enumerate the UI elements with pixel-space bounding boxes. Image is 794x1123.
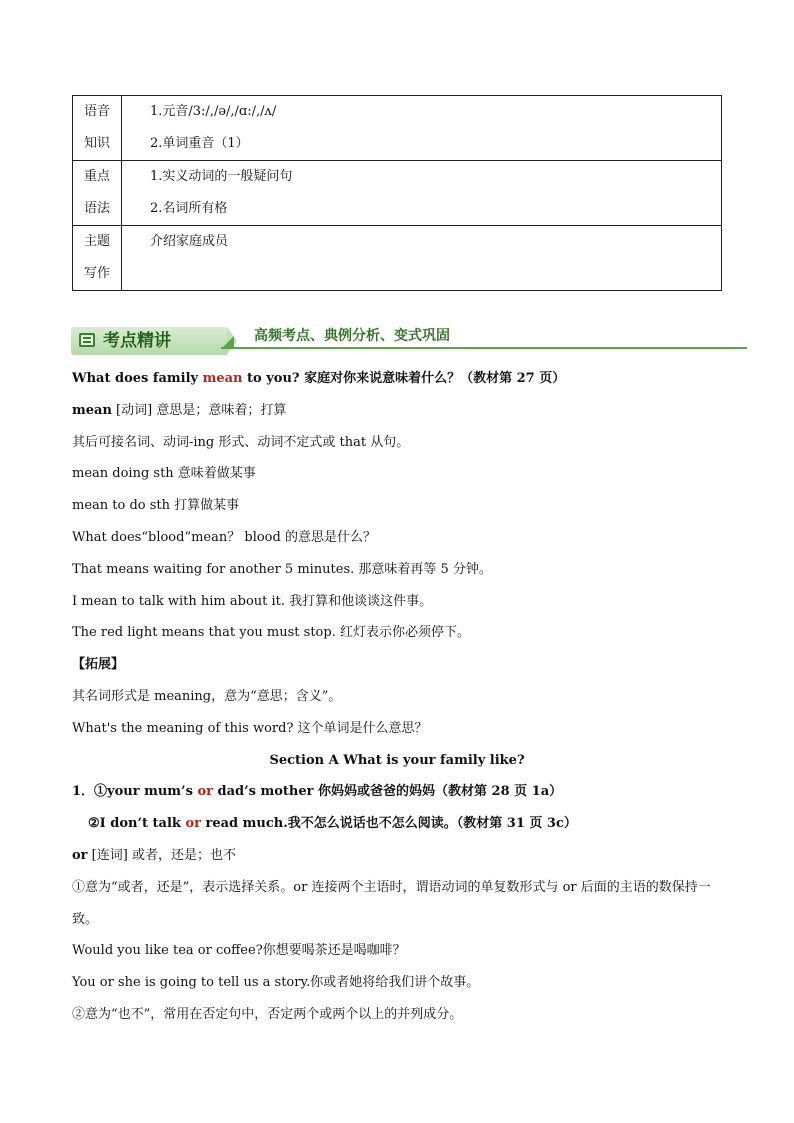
section-banner bbox=[71, 327, 747, 357]
text-line: That means waiting for another 5 minutes. 那意味着再等 5 分钟。 bbox=[72, 562, 492, 577]
row-label bbox=[73, 161, 122, 226]
row-label bbox=[73, 226, 122, 291]
example-question bbox=[72, 369, 565, 389]
definition-text: [动词] 意思是；意味着；打算 bbox=[116, 403, 287, 418]
text-line: The red light means that you must stop. 红灯表示你必须停下。 bbox=[72, 625, 470, 640]
label-line: 写作 bbox=[83, 266, 110, 281]
text-line: What's the meaning of this word? 这个单词是什么意思？ bbox=[72, 721, 428, 736]
content-line: 介绍家庭成员 bbox=[150, 234, 229, 249]
text-line: You or she is going to tell us a story.你或者她将给我们讲个故事。 bbox=[72, 975, 480, 990]
text-line: Would you like tea or coffee?你想要喝茶还是喝咖啡？ bbox=[72, 943, 406, 958]
text: to you? 家庭对你来说意味着什么？（教材第 27 页） bbox=[242, 371, 566, 386]
section-heading: Section A What is your family like? bbox=[269, 753, 525, 768]
point-1-example-a bbox=[72, 782, 562, 802]
point-number: 1． bbox=[72, 784, 95, 799]
content-line: 1.元音/3:/,/ə/,/ɑ:/,/ʌ/ bbox=[150, 104, 277, 119]
row-content bbox=[122, 161, 722, 226]
text-line: mean doing sth 意味着做某事 bbox=[72, 466, 256, 481]
text-line: 其后可接名词、动词-ing 形式、动词不定式或 that 从句。 bbox=[72, 435, 410, 450]
row-content bbox=[122, 226, 722, 291]
banner-rule bbox=[221, 347, 747, 349]
point-1-example-b bbox=[88, 814, 577, 834]
book-icon bbox=[79, 333, 95, 347]
content-line: 2.单词重音（1） bbox=[150, 136, 249, 151]
highlight-word: or bbox=[197, 784, 213, 799]
label-line: 重点 bbox=[83, 169, 110, 184]
text-line: 其名词形式是 meaning，意为“意思；含义”。 bbox=[72, 689, 342, 704]
headword: or bbox=[72, 848, 88, 863]
text: ①your mum’s bbox=[94, 784, 198, 799]
label-line: 主题 bbox=[83, 234, 110, 249]
text: read much.我不怎么说话也不怎么阅读。（教材第 31 页 3c） bbox=[200, 816, 577, 831]
text: What does family bbox=[72, 371, 203, 386]
table-row bbox=[73, 161, 722, 226]
text: ②I don’t talk bbox=[88, 816, 186, 831]
banner-subtitle: 高频考点、典例分析、变式巩固 bbox=[254, 328, 450, 344]
text-line: ②意为“也不”，常用在否定句中，否定两个或两个以上的并列成分。 bbox=[72, 1007, 463, 1022]
banner-title: 考点精讲 bbox=[103, 331, 171, 351]
text-line: mean to do sth 打算做某事 bbox=[72, 498, 240, 513]
table-row bbox=[73, 96, 722, 161]
highlight-word: mean bbox=[202, 371, 243, 386]
extension-heading: 【拓展】 bbox=[72, 657, 125, 672]
label-line: 知识 bbox=[83, 136, 110, 151]
definition-or bbox=[72, 846, 236, 866]
empty-line bbox=[150, 258, 721, 290]
row-label bbox=[73, 96, 122, 161]
headword: mean bbox=[72, 403, 112, 418]
text-paragraph: ①意为“或者，还是”，表示选择关系。or 连接两个主语时，谓语动词的单复数形式与 or 后面的主语的数保持一致。 bbox=[72, 880, 711, 927]
definition-text: [连词] 或者，还是；也不 bbox=[91, 848, 236, 863]
table-row bbox=[73, 226, 722, 291]
content-line: 1.实义动词的一般疑问句 bbox=[150, 169, 293, 184]
content-line: 2.名词所有格 bbox=[150, 201, 228, 216]
row-content bbox=[122, 96, 722, 161]
text: dad’s mother 你妈妈或爸爸的妈妈（教材第 28 页 1a） bbox=[212, 784, 563, 799]
text-line: What does“blood”mean？ blood 的意思是什么？ bbox=[72, 530, 376, 545]
overview-table bbox=[72, 95, 722, 291]
label-line: 语音 bbox=[83, 104, 110, 119]
definition-mean bbox=[72, 401, 286, 421]
label-line: 语法 bbox=[83, 201, 110, 216]
highlight-word: or bbox=[185, 816, 201, 831]
text-line: I mean to talk with him about it. 我打算和他谈谈这件事。 bbox=[72, 594, 433, 609]
banner-tab bbox=[71, 327, 227, 355]
